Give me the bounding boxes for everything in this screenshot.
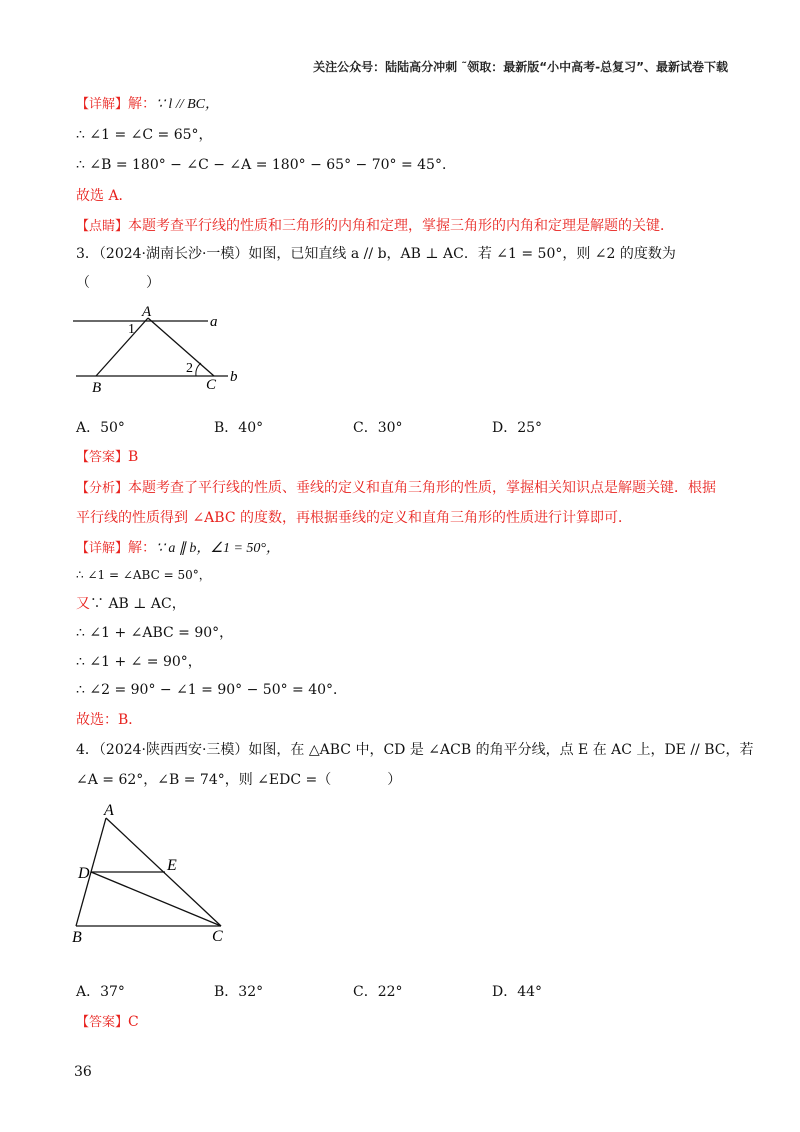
q4-answer <box>76 1012 139 1033</box>
detail-lead: 解： <box>128 96 157 112</box>
prev-detail <box>76 94 219 115</box>
q4-option-c[interactable]: C．22° <box>353 984 403 1000</box>
q4-option-a[interactable]: A．37° <box>76 984 125 1000</box>
label-a: a <box>210 314 218 330</box>
q3-option-c[interactable]: C．30° <box>353 420 403 436</box>
label-A: A <box>142 304 152 320</box>
answer-value: B <box>128 449 139 465</box>
q3-step-2 <box>76 594 186 614</box>
step-2-prefix: 又 <box>76 596 90 612</box>
q3-option-b[interactable]: B．40° <box>214 420 264 436</box>
label-C: C <box>206 377 217 393</box>
analysis-tag: 【分析】 <box>76 481 129 496</box>
q3-step-3: ∴ ∠1 + ∠ABC = 90°， <box>76 625 234 641</box>
answer-tag: 【答案】 <box>76 1015 129 1030</box>
label-B: B <box>92 380 102 396</box>
answer-tag: 【答案】 <box>76 450 129 465</box>
detail-tag: 【详解】 <box>76 541 129 556</box>
q3-option-a[interactable]: A．50° <box>76 420 125 436</box>
prev-step-1: ∴ ∠1 = ∠C = 65°， <box>76 127 213 143</box>
q3-figure <box>68 300 258 400</box>
segment-ac <box>148 318 214 376</box>
q3-final: 故选：B． <box>76 712 143 728</box>
q4-stem: 4．（2024·陕西西安·三模）如图，在 △ABC 中，CD 是 ∠ACB 的角平分线，点 E 在 AC 上，DE // BC，若 <box>76 742 754 758</box>
detail-lead: 解： <box>128 540 157 556</box>
q4-option-b[interactable]: B．32° <box>214 984 264 1000</box>
segment-ab <box>96 318 148 376</box>
q3-step-1: ∴ ∠1 = ∠ABC = 50°， <box>76 568 211 582</box>
label-E: E <box>167 857 177 874</box>
label-B: B <box>72 929 82 946</box>
detail-expr: ∵ a ∥ b，∠1 = 50°， <box>156 541 281 556</box>
label-b: b <box>230 369 238 385</box>
detail-expr: ∵ l // BC， <box>156 97 219 112</box>
step-2-text: ∵ AB ⊥ AC， <box>90 596 186 612</box>
label-2: 2 <box>186 361 193 376</box>
angle-2-arc <box>196 363 201 376</box>
prev-step-2: ∴ ∠B = 180° − ∠C − ∠A = 180° − 65° − 70° = 45°． <box>76 157 456 173</box>
detail-tag: 【详解】 <box>76 97 129 112</box>
q3-analysis-1 <box>76 478 716 499</box>
label-A: A <box>104 802 114 819</box>
q4-stem-2: ∠A = 62°，∠B = 74°，则 ∠EDC =（ ） <box>76 772 402 788</box>
prev-answer: 故选 A． <box>76 188 133 204</box>
q3-step-5: ∴ ∠2 = 90° − ∠1 = 90° − 50° = 40°． <box>76 682 348 698</box>
page-number: 36 <box>74 1064 92 1080</box>
prev-point <box>76 216 674 237</box>
q3-answer <box>76 447 138 468</box>
q3-step-4: ∴ ∠1 + ∠ = 90°， <box>76 654 202 670</box>
q3-stem: 3．（2024·湖南长沙·一模）如图，已知直线 a // b，AB ⊥ AC．若 ∠1 = 50°，则 ∠2 的度数为 <box>76 246 676 262</box>
analysis-text-1: 本题考查了平行线的性质、垂线的定义和直角三角形的性质，掌握相关知识点是解题关键．根据 <box>128 480 717 496</box>
segment-dc <box>91 872 221 926</box>
q3-blank: （ ） <box>76 275 160 291</box>
answer-value: C <box>128 1014 139 1030</box>
label-1: 1 <box>128 322 135 337</box>
q4-option-d[interactable]: D．44° <box>492 984 543 1000</box>
page-header: 关注公众号：陆陆高分冲刺 ˜领取：最新版“小中高考-总复习”、最新试卷下载 <box>313 60 728 74</box>
q3-analysis-2: 平行线的性质得到 ∠ABC 的度数，再根据垂线的定义和直角三角形的性质进行计算即可． <box>76 510 632 526</box>
label-C: C <box>212 928 223 945</box>
point-text: 本题考查平行线的性质和三角形的内角和定理，掌握三角形的内角和定理是解题的关键． <box>128 218 675 234</box>
label-D: D <box>78 865 90 882</box>
q3-detail <box>76 538 280 559</box>
q4-figure <box>66 798 236 948</box>
q3-option-d[interactable]: D．25° <box>492 420 543 436</box>
point-tag: 【点睛】 <box>76 219 129 234</box>
